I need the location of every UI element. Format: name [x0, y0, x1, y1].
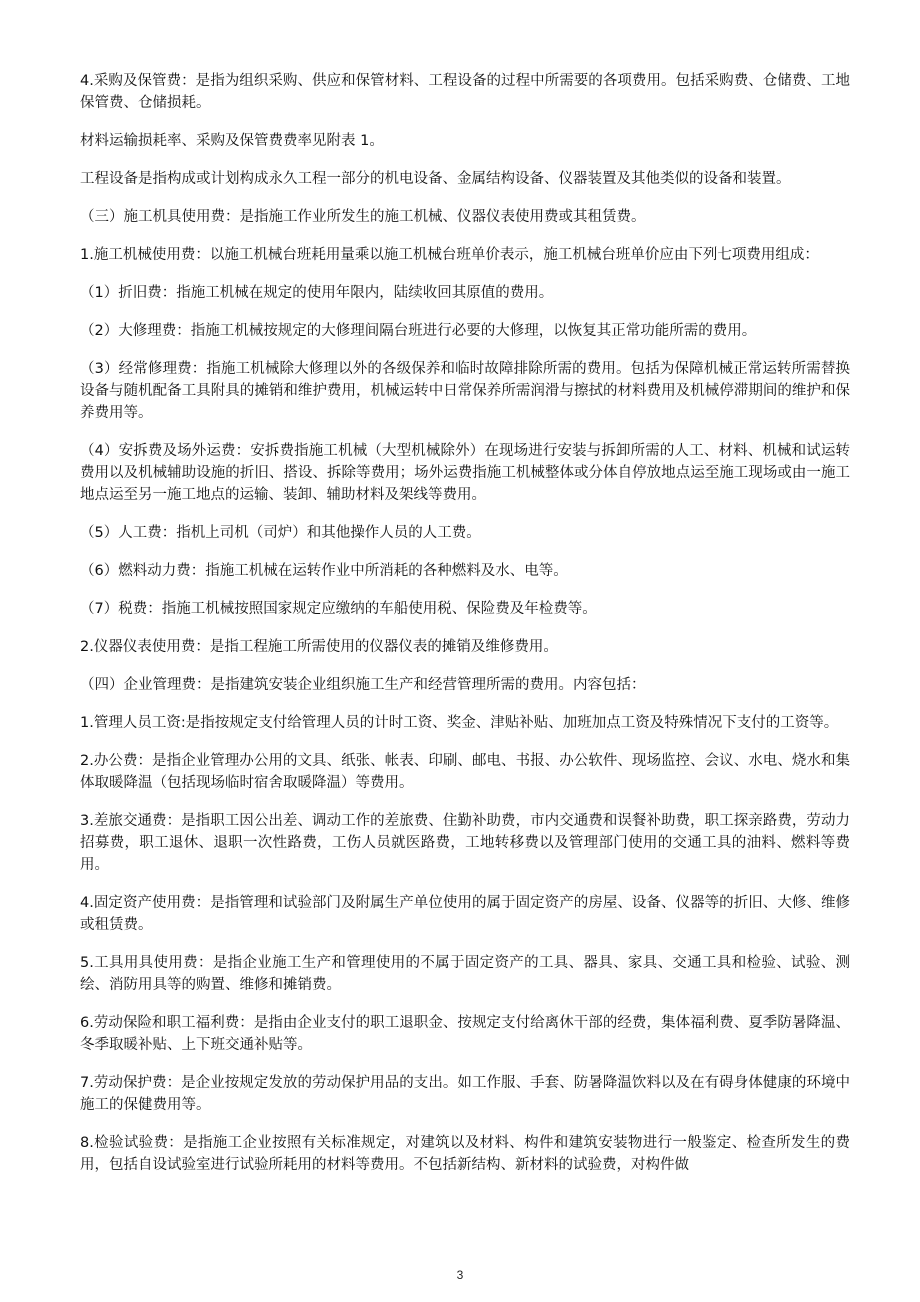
paragraph-inspection-test-fee: 8.检验试验费：是指施工企业按照有关标准规定，对建筑以及材料、构件和建筑安装物进行一般鉴定、检查所发生的费用，包括自设试验室进行试验所耗用的材料等费用。不包括新结构、新材料的试验费，对构件做	[80, 1135, 850, 1173]
page-number: 3	[456, 1268, 464, 1282]
paragraph-tools-fee: 5.工具用具使用费：是指企业施工生产和管理使用的不属于固定资产的工具、器具、家具、交通工具和检验、试验、测绘、消防用具等的购置、维修和摊销费。	[80, 955, 850, 993]
paragraph-installation-transport: （4）安拆费及场外运费：安拆费指施工机械（大型机械除外）在现场进行安装与拆卸所需的人工、材料、机械和试运转费用以及机械辅助设施的折旧、搭设、拆除等费用；场外运费指施工机械整体或分体自停放地点运至施工现场或由一施工地点运至另一施工地点的运输、装卸、辅助材料及架线等费用。	[80, 443, 850, 503]
paragraph-purchase-storage-fee: 4.采购及保管费：是指为组织采购、供应和保管材料、工程设备的过程中所需要的各项费用。包括采购费、仓储费、工地保管费、仓储损耗。	[80, 73, 850, 111]
paragraph-regular-repair: （3）经常修理费：指施工机械除大修理以外的各级保养和临时故障排除所需的费用。包括为保障机械正常运转所需替换设备与随机配备工具附具的摊销和维护费用，机械运转中日常保养所需润滑与擦拭的材料费用及机械停滞期间的维护和保养费用等。	[80, 361, 850, 421]
paragraph-fixed-asset-fee: 4.固定资产使用费：是指管理和试验部门及附属生产单位使用的属于固定资产的房屋、设备、仪器等的折旧、大修、维修或租赁费。	[80, 895, 850, 933]
paragraph-labor-insurance: 6.劳动保险和职工福利费：是指由企业支付的职工退职金、按规定支付给离休干部的经费，集体福利费、夏季防暑降温、冬季取暖补贴、上下班交通补贴等。	[80, 1015, 850, 1053]
paragraph-labor-cost: （5）人工费：指机上司机（司炉）和其他操作人员的人工费。	[80, 525, 481, 541]
paragraph-depreciation: （1）折旧费：指施工机械在规定的使用年限内，陆续收回其原值的费用。	[80, 285, 554, 301]
paragraph-equipment-definition: 工程设备是指构成或计划构成永久工程一部分的机电设备、金属结构设备、仪器装置及其他类似的设备和装置。	[80, 171, 791, 187]
document-page	[80, 70, 850, 1192]
paragraph-overhaul: （2）大修理费：指施工机械按规定的大修理间隔台班进行必要的大修理，以恢复其正常功能所需的费用。	[80, 323, 757, 339]
paragraph-fuel-power: （6）燃料动力费：指施工机械在运转作业中所消耗的各种燃料及水、电等。	[80, 563, 568, 579]
paragraph-taxes: （7）税费：指施工机械按照国家规定应缴纳的车船使用税、保险费及年检费等。	[80, 601, 597, 617]
paragraph-machinery-usage-fee: 1.施工机械使用费：以施工机械台班耗用量乘以施工机械台班单价表示，施工机械台班单价应由下列七项费用组成：	[80, 247, 819, 263]
paragraph-labor-protection: 7.劳动保护费：是企业按规定发放的劳动保护用品的支出。如工作服、手套、防暑降温饮料以及在有碍身体健康的环境中施工的保健费用等。	[80, 1075, 850, 1113]
paragraph-management-salary: 1.管理人员工资:是指按规定支付给管理人员的计时工资、奖金、津贴补贴、加班加点工资及特殊情况下支付的工资等。	[80, 715, 839, 731]
paragraph-office-fee: 2.办公费：是指企业管理办公用的文具、纸张、帐表、印刷、邮电、书报、办公软件、现场监控、会议、水电、烧水和集体取暖降温（包括现场临时宿舍取暖降温）等费用。	[80, 753, 850, 791]
paragraph-travel-fee: 3.差旅交通费：是指职工因公出差、调动工作的差旅费、住勤补助费，市内交通费和误餐补助费，职工探亲路费，劳动力招募费，职工退休、退职一次性路费，工伤人员就医路费，工地转移费以及管理部门使用的交通工具的油料、燃料等费用。	[80, 813, 850, 873]
section-heading-management-fee: （四）企业管理费：是指建筑安装企业组织施工生产和经营管理所需的费用。内容包括：	[80, 677, 646, 693]
section-heading-machinery-fee: （三）施工机具使用费：是指施工作业所发生的施工机械、仪器仪表使用费或其租赁费。	[80, 209, 646, 225]
paragraph-instrument-usage-fee: 2.仪器仪表使用费：是指工程施工所需使用的仪器仪表的摊销及维修费用。	[80, 639, 558, 655]
paragraph-loss-rate-note: 材料运输损耗率、采购及保管费费率见附表 1。	[80, 133, 384, 149]
